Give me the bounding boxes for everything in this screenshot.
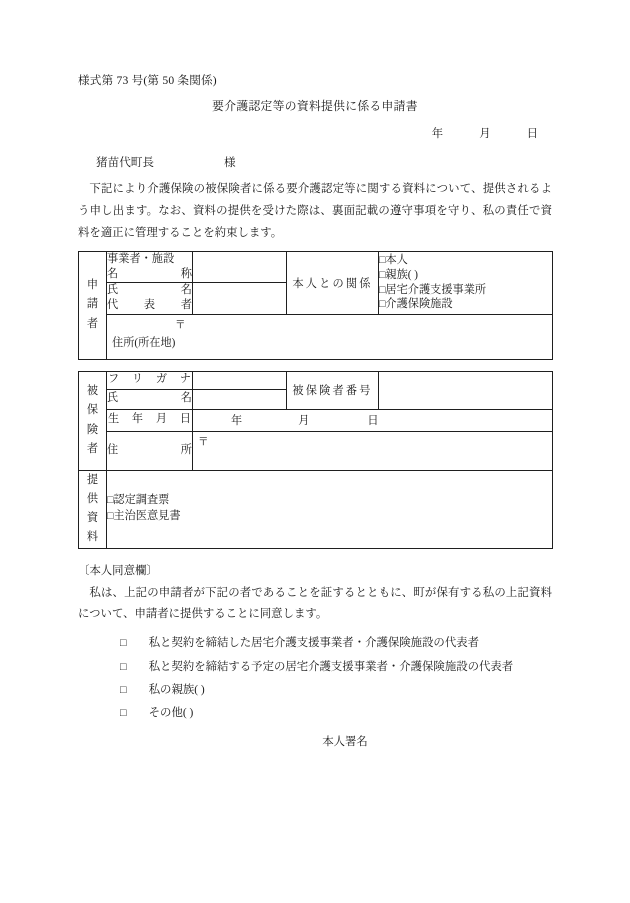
table-row: [79, 409, 553, 431]
table-row: [79, 371, 553, 389]
insured-number-grid[interactable]: [379, 371, 553, 409]
relationship-option[interactable]: □介護保険施設: [379, 298, 453, 311]
consent-options: [78, 632, 552, 726]
checkbox-icon[interactable]: □: [120, 637, 127, 650]
insured-side-label: 被 保 険 者: [79, 371, 107, 470]
consent-option-label: 私と契約を締結する予定の居宅介護支援事業者・介護保険施設の代表者: [148, 660, 514, 673]
addressee-honorific: 様: [223, 155, 236, 169]
dob-day-label: 日: [367, 415, 379, 428]
consent-option[interactable]: [120, 702, 552, 725]
applicant-side-label: 申 請 者: [79, 251, 107, 359]
checkbox-icon[interactable]: □: [379, 255, 386, 267]
document-title: 要介護認定等の資料提供に係る申請書: [212, 98, 418, 113]
postal-mark-icon: 〒: [198, 436, 209, 448]
checkbox-icon[interactable]: □: [120, 660, 127, 673]
relationship-label: 本人との関係: [287, 251, 379, 314]
table-spacer: [78, 360, 552, 371]
insured-name-label: 氏 名: [107, 389, 193, 409]
furigana-label: フ リ ガ ナ: [107, 371, 193, 389]
insured-name-input[interactable]: [193, 389, 287, 409]
postal-mark-icon: 〒: [175, 319, 186, 331]
consent-option-label: その他( ): [148, 707, 194, 720]
relationship-option[interactable]: □居宅介護支援事業所: [379, 283, 487, 296]
checkbox-icon[interactable]: □: [379, 299, 386, 311]
furigana-input[interactable]: [193, 371, 287, 389]
date-line: [78, 125, 552, 141]
applicant-address-cell[interactable]: [107, 314, 553, 359]
date-day-label: 日: [526, 127, 538, 140]
relationship-options: [379, 251, 553, 314]
table-row: [79, 431, 553, 470]
addressee: [78, 154, 552, 170]
dob-month-label: 月: [298, 415, 310, 428]
consent-option[interactable]: [120, 656, 552, 679]
checkbox-icon[interactable]: □: [120, 684, 127, 697]
dob-year-label: 年: [231, 415, 243, 428]
consent-paragraph: 私は、上記の申請者が下記の者であることを証するとともに、町が保有する私の上記資料について、申請者に提供することに同意します。: [78, 586, 552, 621]
dob-input[interactable]: [193, 409, 553, 431]
relationship-option[interactable]: □親族( ): [379, 268, 419, 281]
applicant-address-label: 住所(所在地): [112, 336, 176, 349]
date-year-label: 年: [431, 127, 444, 140]
consent-option[interactable]: [120, 679, 552, 702]
form-number: 様式第 73 号(第 50 条関係): [78, 74, 217, 87]
insured-number-label: 被保険者番号: [287, 371, 379, 409]
consent-heading: 〔本人同意欄〕: [78, 564, 158, 577]
consent-option-label: 私と契約を締結した居宅介護支援事業者・介護保険施設の代表者: [148, 637, 479, 650]
consent-option-label: 私の親族( ): [148, 684, 205, 697]
representative-label: 氏 名 代 表 者: [107, 283, 193, 314]
applicant-table: [78, 251, 553, 360]
org-name-input[interactable]: [193, 251, 287, 282]
table-row: [79, 470, 553, 548]
checkbox-icon[interactable]: □: [107, 495, 114, 507]
checkbox-icon[interactable]: □: [120, 707, 127, 720]
insured-address-input[interactable]: [193, 431, 553, 470]
materials-option[interactable]: □主治医意見書: [107, 510, 181, 523]
insured-table: [78, 371, 553, 549]
checkbox-icon[interactable]: □: [379, 269, 386, 281]
insured-address-label: 住 所: [107, 431, 193, 470]
org-name-label: 事業者・施設 名 称: [107, 251, 193, 282]
consent-option[interactable]: [120, 632, 552, 655]
representative-input[interactable]: [193, 283, 287, 314]
table-row: [79, 314, 553, 359]
dob-label: 生 年 月 日: [107, 409, 193, 431]
materials-options: [107, 470, 553, 548]
relationship-option[interactable]: □本人: [379, 254, 408, 267]
materials-option[interactable]: □認定調査票: [107, 494, 170, 507]
signature-label: 本人署名: [322, 735, 368, 748]
date-month-label: 月: [479, 127, 491, 140]
intro-paragraph: 下記により介護保険の被保険者に係る要介護認定等に関する資料について、提供されるよう申し出ます。なお、資料の提供を受けた際は、裏面記載の遵守事項を守り、私の責任で資料を適正に管理することを約束します。: [78, 182, 552, 239]
addressee-name: 猪苗代町長: [96, 155, 154, 169]
checkbox-icon[interactable]: □: [107, 511, 114, 523]
checkbox-icon[interactable]: □: [379, 284, 386, 296]
table-row: [79, 251, 553, 282]
materials-side-label: 提 供 資 料: [79, 470, 107, 548]
